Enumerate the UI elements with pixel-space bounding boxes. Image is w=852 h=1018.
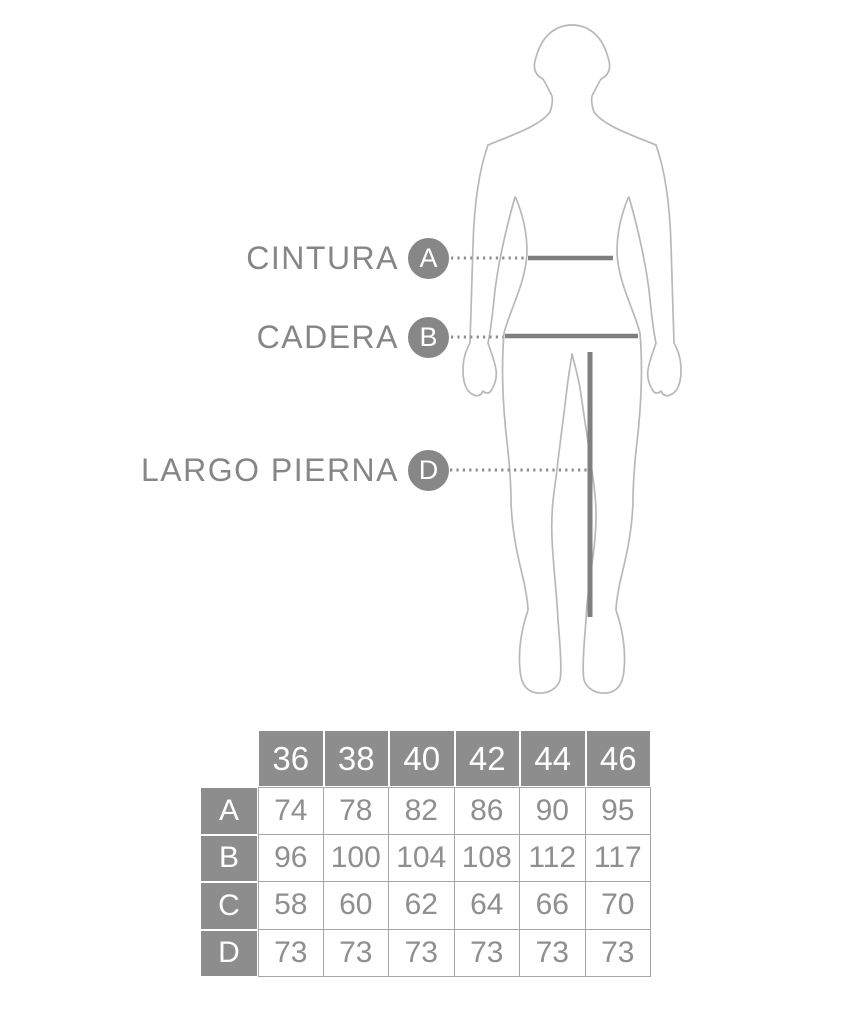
measure-row-cadera (257, 317, 449, 358)
size-col-header-36: 36 (259, 731, 323, 786)
size-value-cell: 104 (389, 835, 455, 883)
size-value-cell: 112 (520, 835, 586, 883)
table-corner-cell (200, 730, 258, 787)
size-value-cell: 82 (389, 787, 455, 835)
size-value-cell: 73 (586, 930, 652, 978)
size-col-header-38: 38 (325, 731, 389, 786)
size-value-cell: 100 (324, 835, 390, 883)
size-table (200, 730, 651, 977)
size-value-cell: 58 (258, 882, 324, 930)
size-value-cell: 108 (455, 835, 521, 883)
badge-d: D (408, 450, 449, 491)
body-outline-svg (400, 10, 720, 710)
size-value-cell: 90 (520, 787, 586, 835)
measure-row-largo-pierna (141, 450, 449, 491)
row-label-a: A (201, 788, 257, 834)
right-torso-leg-outline (572, 198, 641, 693)
badge-b: B (408, 317, 449, 358)
right-arm-outline (629, 145, 681, 396)
size-value-cell: 117 (586, 835, 652, 883)
body-figure (400, 10, 720, 710)
row-label-d: D (201, 931, 257, 977)
size-value-cell: 70 (586, 882, 652, 930)
head-outline (488, 25, 656, 145)
largo-pierna-label: LARGO PIERNA (140, 452, 399, 488)
size-value-cell: 78 (324, 787, 390, 835)
measure-row-cintura (246, 238, 449, 279)
cintura-label: CINTURA (246, 240, 399, 276)
size-value-cell: 73 (324, 930, 390, 978)
size-value-cell: 73 (389, 930, 455, 978)
size-value-cell: 66 (520, 882, 586, 930)
size-value-cell: 73 (258, 930, 324, 978)
size-value-cell: 74 (258, 787, 324, 835)
cadera-label: CADERA (256, 319, 399, 355)
size-col-header-40: 40 (390, 731, 454, 786)
size-col-header-42: 42 (456, 731, 520, 786)
size-value-cell: 60 (324, 882, 390, 930)
size-value-cell: 73 (455, 930, 521, 978)
size-value-cell: 73 (520, 930, 586, 978)
size-value-cell: 95 (586, 787, 652, 835)
row-label-c: C (201, 883, 257, 929)
size-value-cell: 62 (389, 882, 455, 930)
badge-a: A (408, 238, 449, 279)
size-value-cell: 86 (455, 787, 521, 835)
left-arm-outline (463, 145, 515, 396)
row-label-b: B (201, 836, 257, 882)
size-value-cell: 96 (258, 835, 324, 883)
size-col-header-44: 44 (521, 731, 585, 786)
size-col-header-46: 46 (587, 731, 651, 786)
size-value-cell: 64 (455, 882, 521, 930)
left-torso-leg-outline (503, 198, 572, 693)
